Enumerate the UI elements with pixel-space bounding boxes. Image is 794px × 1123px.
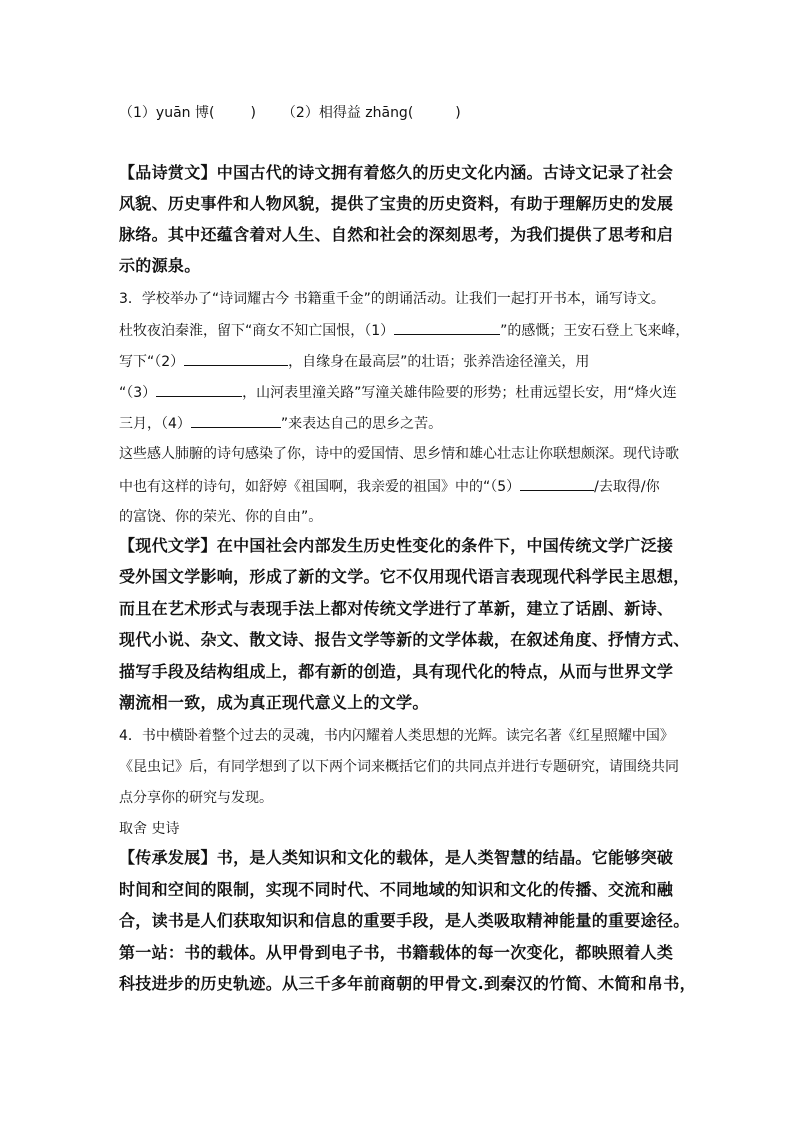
q3-line-5-text-b: ”来表达自己的思乡之苦。 bbox=[280, 416, 443, 432]
answer-blank-3[interactable] bbox=[156, 382, 242, 397]
q4-line-1: 4．书中横卧着整个过去的灵魂，书内闪耀着人类思想的光辉。读完名著《红星照耀中国》 bbox=[119, 728, 674, 744]
q3-line-2-text-b: ”的感慨；王安石登上飞来峰， bbox=[500, 323, 690, 339]
q3-line-2-text-a: 杜牧夜泊秦淮，留下“商女不知亡国恨，（1） bbox=[119, 323, 395, 339]
section-modern-line-3: 而且在艺术形式与表现手法上都对传统文学进行了革新，建立了话剧、新诗、 bbox=[119, 599, 674, 618]
pinyin-item-1-close: ) bbox=[250, 105, 256, 121]
section-poetry-line-4: 示的源泉。 bbox=[119, 256, 201, 275]
pinyin-question bbox=[119, 103, 461, 123]
q3-line-7 bbox=[119, 476, 660, 497]
q3-line-2 bbox=[119, 320, 689, 341]
section-modern-line-5: 描写手段及结构组成上，都有新的创造，具有现代化的特点，从而与世界文学 bbox=[119, 662, 674, 681]
q3-line-5 bbox=[119, 413, 442, 434]
section-heritage-line-5: 科技进步的历史轨迹。从三千多年前商朝的甲骨文.到秦汉的竹简、木简和帛书， bbox=[119, 974, 696, 993]
answer-blank-5[interactable] bbox=[520, 476, 594, 491]
q3-line-4-text-b: ，山河表里潼关路”写潼关雄伟险要的形势；杜甫远望长安，用“烽火连 bbox=[242, 385, 677, 401]
q3-line-4 bbox=[119, 382, 677, 403]
section-heritage-line-1: 【传承发展】书，是人类知识和文化的载体，是人类智慧的结晶。它能够突破 bbox=[119, 848, 674, 867]
q3-line-8: 的富饶、你的荣光、你的自由”。 bbox=[119, 509, 323, 525]
section-modern-line-1: 【现代文学】在中国社会内部发生历史性变化的条件下，中国传统文学广泛接 bbox=[119, 536, 674, 555]
answer-blank-1[interactable] bbox=[394, 320, 500, 335]
q3-line-4-text-a: “（3） bbox=[119, 385, 157, 401]
q3-line-6: 这些感人肺腑的诗句感染了你，诗中的爱国情、思乡情和雄心壮志让你联想颇深。现代诗歌 bbox=[119, 446, 679, 462]
section-heritage-line-4: 第一站：书的载体。从甲骨到电子书，书籍载体的每一次变化，都映照着人类 bbox=[119, 943, 674, 962]
section-heritage-line-2: 时间和空间的限制，实现不同时代、不同地域的知识和文化的传播、交流和融 bbox=[119, 880, 674, 899]
q3-line-3-text-b: ，自缘身在最高层”的壮语；张养浩途径潼关，用 bbox=[288, 354, 590, 370]
q4-line-3: 点分享你的研究与发现。 bbox=[119, 790, 273, 806]
q3-line-7-text-a: 中也有这样的诗句，如舒婷《祖国啊，我亲爱的祖国》中的“（5） bbox=[119, 479, 521, 495]
answer-blank-2[interactable] bbox=[184, 351, 288, 366]
q3-line-5-text-a: 三月，（4） bbox=[119, 416, 191, 432]
q3-line-1: 3．学校举办了“诗词耀古今 书籍重千金”的朗诵活动。让我们一起打开书本，诵写诗文。 bbox=[119, 291, 665, 307]
q4-line-2: 《昆虫记》后，有同学想到了以下两个词来概括它们的共同点并进行专题研究，请围绕共同 bbox=[119, 759, 679, 775]
section-modern-line-2: 受外国文学影响，形成了新的文学。它不仅用现代语言表现现代科学民主思想， bbox=[119, 567, 690, 586]
section-poetry-line-2: 风貌、历史事件和人物风貌，提供了宝贵的历史资料，有助于理解历史的发展 bbox=[119, 194, 674, 213]
pinyin-item-2-close: ) bbox=[455, 105, 461, 121]
section-poetry-line-1: 【品诗赏文】中国古代的诗文拥有着悠久的历史文化内涵。古诗文记录了社会 bbox=[119, 163, 674, 182]
section-poetry-line-3: 脉络。其中还蕴含着对人生、自然和社会的深刻思考，为我们提供了思考和启 bbox=[119, 225, 674, 244]
q3-line-3-text-a: 写下“（2） bbox=[119, 354, 185, 370]
section-modern-line-6: 潮流相一致，成为真正现代意义上的文学。 bbox=[119, 693, 429, 712]
answer-blank-4[interactable] bbox=[191, 413, 281, 428]
pinyin-item-2: （2）相得益 zhāng( bbox=[281, 105, 414, 121]
section-heritage-line-3: 合，读书是人们获取知识和信息的重要手段，是人类吸取精神能量的重要途径。 bbox=[119, 911, 690, 930]
q3-line-3 bbox=[119, 351, 589, 372]
pinyin-item-1: （1）yuān 博( bbox=[119, 105, 215, 121]
section-modern-line-4: 现代小说、杂文、散文诗、报告文学等新的文学体裁，在叙述角度、抒情方式、 bbox=[119, 630, 690, 649]
q4-keywords: 取舍 史诗 bbox=[119, 821, 180, 837]
q3-line-7-text-b: /去取得/你 bbox=[594, 479, 660, 495]
